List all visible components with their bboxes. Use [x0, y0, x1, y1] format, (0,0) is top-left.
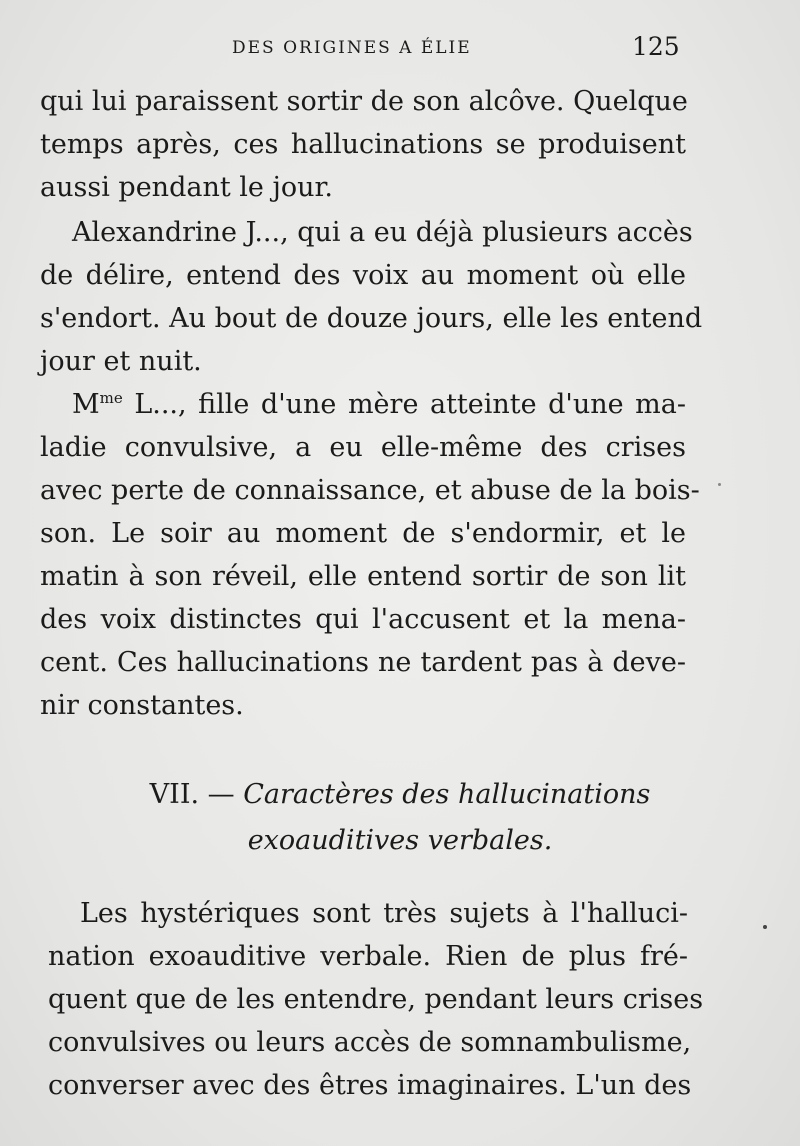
running-title: DES ORIGINES A ÉLIE	[232, 38, 472, 58]
paragraph-2	[40, 211, 703, 383]
paragraph-1	[40, 80, 686, 209]
section-number: VII. —	[149, 779, 244, 810]
title-prefix: M	[72, 389, 100, 420]
text-line: matin à son réveil, elle entend sortir de son lit	[40, 561, 686, 592]
text-line: Les hystériques sont très sujets à l'halluci-	[80, 898, 688, 929]
text-line: nir constantes.	[40, 690, 244, 721]
text-line: son. Le soir au moment de s'endormir, et le	[40, 518, 686, 549]
section-title-part-1: Caractères des hallucinations	[243, 779, 651, 810]
text-line: aussi pendant le jour.	[40, 172, 334, 203]
page-number: 125	[632, 32, 680, 61]
section-title-part-2: exoauditives verbales.	[247, 825, 553, 856]
first-line-rest: L..., fille d'une mère atteinte d'une ma-	[122, 389, 686, 420]
paper-speck	[763, 925, 767, 929]
title-superscript: me	[99, 389, 123, 407]
text-line: des voix distinctes qui l'accusent et la mena-	[40, 604, 686, 635]
text-line: Alexandrine J..., qui a eu déjà plusieurs accès	[72, 217, 693, 248]
text-line: convulsives ou leurs accès de somnambulisme,	[48, 1027, 692, 1058]
running-head	[0, 30, 800, 70]
text-line: quent que de les entendre, pendant leurs crises	[48, 984, 704, 1015]
section-heading	[0, 772, 800, 864]
paragraph-4	[48, 892, 704, 1107]
text-line: de délire, entend des voix au moment où elle	[40, 260, 686, 291]
text-line: qui lui paraissent sortir de son alcôve. Quelque	[40, 86, 688, 117]
text-line: temps après, ces hallucinations se produisent	[40, 129, 686, 160]
paper-speck	[718, 483, 721, 486]
section-heading-line-1	[0, 772, 800, 818]
text-line: cent. Ces hallucinations ne tardent pas à deve-	[40, 647, 686, 678]
text-line: ladie convulsive, a eu elle-même des crises	[40, 432, 686, 463]
text-line: converser avec des êtres imaginaires. L'un des	[48, 1070, 692, 1101]
paragraph-3	[40, 383, 700, 727]
text-line: s'endort. Au bout de douze jours, elle les entend	[40, 303, 703, 334]
text-line: nation exoauditive verbale. Rien de plus fré-	[48, 941, 688, 972]
text-line: jour et nuit.	[40, 346, 202, 377]
text-line: avec perte de connaissance, et abuse de la bois-	[40, 475, 700, 506]
text-line-first	[40, 383, 686, 426]
